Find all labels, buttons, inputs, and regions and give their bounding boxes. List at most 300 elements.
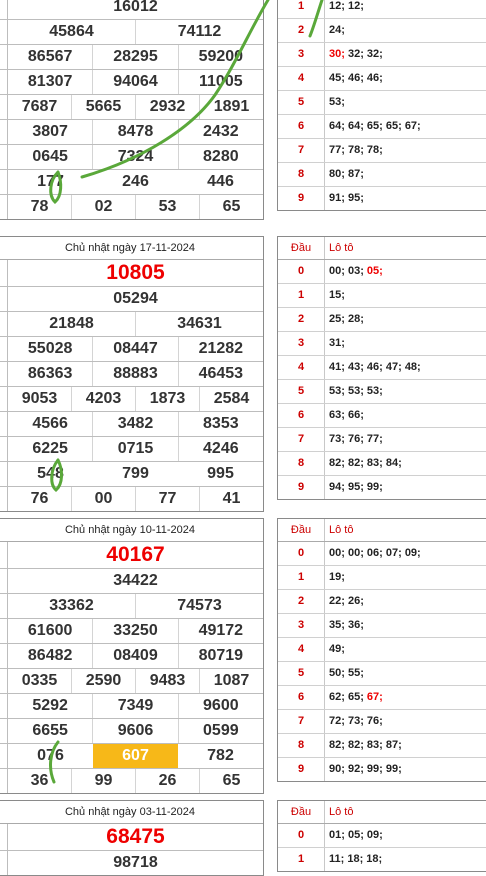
- prize-cells: [8, 487, 263, 511]
- loto-row: [278, 590, 486, 614]
- prize-cells: [8, 95, 263, 119]
- prize-number: 4566: [32, 415, 68, 432]
- prize-label: [0, 362, 8, 386]
- loto-row: [278, 824, 486, 848]
- prize-number: 1891: [199, 95, 263, 119]
- prize-number: 799: [122, 465, 149, 482]
- prize-number: 2432: [178, 120, 263, 144]
- prize-number: 94064: [92, 70, 177, 94]
- loto-values: [325, 19, 486, 42]
- loto-value: 64; 64; 65; 65; 67;: [329, 120, 421, 132]
- loto-row: [278, 476, 486, 499]
- prize-label: [0, 719, 8, 743]
- draw-date: Chủ nhật ngày 10-11-2024: [0, 519, 263, 542]
- loto-table: [277, 800, 486, 872]
- loto-values: [325, 476, 486, 499]
- loto-values: [325, 710, 486, 733]
- prize-number: 65: [199, 195, 263, 219]
- prize-cells: [8, 70, 263, 94]
- prize-number: 55028: [27, 340, 73, 357]
- loto-row: [278, 19, 486, 43]
- loto-row: [278, 284, 486, 308]
- prize-row: [0, 145, 263, 170]
- loto-values: [325, 848, 486, 871]
- prize-number: 59200: [178, 45, 263, 69]
- loto-values: [325, 824, 486, 847]
- prize-label: [0, 260, 8, 286]
- loto-value: 80; 87;: [329, 168, 364, 180]
- prize-cells: [8, 387, 263, 411]
- loto-value: 25; 28;: [329, 313, 364, 325]
- prize-number: 80719: [178, 644, 263, 668]
- prize-row: [0, 195, 263, 219]
- loto-head-digit: 3: [278, 614, 325, 637]
- prize-label: [0, 669, 8, 693]
- loto-head-digit: 4: [278, 356, 325, 379]
- prize-number: 5292: [32, 697, 68, 714]
- prize-number: 78: [30, 198, 49, 215]
- prize-row-special: [0, 824, 263, 851]
- prize-cells: [8, 542, 263, 568]
- prize-cells: [8, 744, 263, 768]
- loto-value: 67;: [363, 691, 383, 703]
- loto-head-digit: 4: [278, 67, 325, 90]
- loto-values: [325, 566, 486, 589]
- loto-value: 01; 05; 09;: [329, 829, 383, 841]
- prize-number: 8353: [178, 412, 263, 436]
- prize-number: 1873: [135, 387, 199, 411]
- loto-values: [325, 308, 486, 331]
- prize-row: [0, 769, 263, 793]
- prize-number: 81307: [27, 73, 73, 90]
- prize-cells: [8, 594, 263, 618]
- prize-number: 9600: [178, 694, 263, 718]
- loto-value: 72; 73; 76;: [329, 715, 383, 727]
- results-table: [0, 236, 264, 512]
- loto-row: [278, 566, 486, 590]
- prize-row: [0, 412, 263, 437]
- prize-cells: [8, 412, 263, 436]
- loto-head-digit: 2: [278, 19, 325, 42]
- loto-values: [325, 452, 486, 475]
- loto-value: 50; 55;: [329, 667, 364, 679]
- prize-number: 77: [135, 487, 199, 511]
- loto-value: 45; 46; 46;: [329, 72, 383, 84]
- loto-head-digit: 1: [278, 0, 325, 18]
- prize-label: [0, 694, 8, 718]
- prize-row: [0, 0, 263, 20]
- prize-number: 4246: [178, 437, 263, 461]
- loto-row: [278, 332, 486, 356]
- loto-value: 05;: [363, 265, 383, 277]
- loto-value: 82; 82; 83; 84;: [329, 457, 402, 469]
- prize-row: [0, 287, 263, 312]
- prize-number: 26: [135, 769, 199, 793]
- loto-value: 31;: [329, 337, 345, 349]
- loto-head-digit: 1: [278, 566, 325, 589]
- prize-cells: [8, 337, 263, 361]
- loto-row: [278, 260, 486, 284]
- prize-number: 05294: [113, 290, 158, 307]
- loto-table: [277, 0, 486, 211]
- prize-row: [0, 70, 263, 95]
- prize-number: 46453: [178, 362, 263, 386]
- prize-label: [0, 569, 8, 593]
- loto-value: 63; 66;: [329, 409, 364, 421]
- loto-head-digit: 8: [278, 734, 325, 757]
- loto-head-digit: 1: [278, 848, 325, 871]
- prize-number: 8478: [92, 120, 177, 144]
- loto-row: [278, 356, 486, 380]
- prize-row: [0, 669, 263, 694]
- prize-number: 7349: [92, 694, 177, 718]
- prize-cells: [8, 437, 263, 461]
- prize-number: 33250: [92, 619, 177, 643]
- loto-value: 73; 76; 77;: [329, 433, 383, 445]
- prize-cells: [8, 719, 263, 743]
- loto-values: [325, 284, 486, 307]
- prize-number: 86567: [27, 48, 73, 65]
- prize-number: 0645: [32, 148, 68, 165]
- prize-number: 7324: [92, 145, 177, 169]
- loto-value: 35; 36;: [329, 619, 364, 631]
- prize-row: [0, 95, 263, 120]
- loto-row: [278, 380, 486, 404]
- prize-label: [0, 287, 8, 311]
- loto-head-digit: 3: [278, 332, 325, 355]
- prize-label: [0, 851, 8, 875]
- prize-number: 782: [207, 747, 234, 764]
- loto-head-digit: 5: [278, 380, 325, 403]
- results-table: [0, 518, 264, 794]
- loto-values: [325, 332, 486, 355]
- prize-label: [0, 594, 8, 618]
- prize-label: [0, 437, 8, 461]
- loto-header: [278, 519, 486, 542]
- prize-number: 00: [71, 487, 135, 511]
- prize-number: 16012: [113, 0, 158, 15]
- prize-number: 11005: [178, 70, 263, 94]
- loto-value: 30;: [329, 48, 345, 60]
- loto-row: [278, 404, 486, 428]
- loto-row: [278, 67, 486, 91]
- prize-number: 3807: [32, 123, 68, 140]
- loto-head-digit: 8: [278, 452, 325, 475]
- prize-number: 9053: [21, 390, 58, 407]
- prize-row: [0, 387, 263, 412]
- loto-values: [325, 662, 486, 685]
- loto-head-digit: 6: [278, 686, 325, 709]
- prize-number: 9606: [92, 719, 177, 743]
- loto-row: [278, 139, 486, 163]
- loto-header-label: Lô tô: [329, 524, 354, 536]
- prize-label: [0, 644, 8, 668]
- prize-label: [0, 120, 8, 144]
- loto-header: [278, 237, 486, 260]
- loto-values: [325, 139, 486, 162]
- loto-row: [278, 662, 486, 686]
- loto-row: [278, 848, 486, 871]
- loto-values: [325, 163, 486, 186]
- prize-number: 74573: [135, 594, 263, 618]
- prize-number: 177: [37, 173, 64, 190]
- special-prize-number: 10805: [106, 261, 165, 284]
- prize-cells: [8, 312, 263, 336]
- prize-row: [0, 619, 263, 644]
- prize-cells: [8, 170, 263, 194]
- loto-value: 91; 95;: [329, 192, 364, 204]
- prize-row: [0, 437, 263, 462]
- loto-head-digit: 5: [278, 662, 325, 685]
- prize-cells: [8, 145, 263, 169]
- prize-number: 08447: [92, 337, 177, 361]
- loto-row: [278, 686, 486, 710]
- prize-number: 548: [37, 465, 64, 482]
- loto-value: 32; 32;: [344, 48, 383, 60]
- prize-label: [0, 0, 8, 19]
- loto-row: [278, 734, 486, 758]
- prize-number: 1087: [199, 669, 263, 693]
- prize-cells: [8, 769, 263, 793]
- prize-number: 7687: [21, 98, 58, 115]
- loto-value: 00; 03;: [329, 265, 364, 277]
- loto-head-digit: 3: [278, 43, 325, 66]
- special-prize-number: 40167: [106, 543, 165, 566]
- prize-number: 2584: [199, 387, 263, 411]
- loto-row: [278, 91, 486, 115]
- loto-row: [278, 710, 486, 734]
- prize-cells: [8, 619, 263, 643]
- prize-cells: [8, 851, 263, 875]
- loto-head-digit: 0: [278, 260, 325, 283]
- prize-number: 0335: [21, 672, 58, 689]
- prize-row: [0, 744, 263, 769]
- loto-values: [325, 614, 486, 637]
- prize-label: [0, 542, 8, 568]
- loto-row: [278, 43, 486, 67]
- prize-label: [0, 95, 8, 119]
- loto-values: [325, 187, 486, 210]
- loto-value: 82; 82; 83; 87;: [329, 739, 402, 751]
- prize-row-special: [0, 260, 263, 287]
- prize-row: [0, 462, 263, 487]
- prize-row-special: [0, 542, 263, 569]
- prize-cells: [8, 644, 263, 668]
- loto-values: [325, 734, 486, 757]
- loto-value: 24;: [329, 24, 345, 36]
- prize-label: [0, 195, 8, 219]
- prize-label: [0, 412, 8, 436]
- prize-number: 21848: [49, 315, 94, 332]
- loto-table: [277, 518, 486, 782]
- prize-number: 4203: [71, 387, 135, 411]
- results-table: [0, 0, 264, 220]
- prize-cells: [8, 120, 263, 144]
- prize-cells: [8, 0, 263, 19]
- prize-row: [0, 644, 263, 669]
- prize-row: [0, 120, 263, 145]
- loto-head-digit: 9: [278, 758, 325, 781]
- prize-number: 02: [71, 195, 135, 219]
- prize-number: 28295: [92, 45, 177, 69]
- loto-values: [325, 404, 486, 427]
- prize-number: 995: [207, 465, 234, 482]
- loto-head-digit: 4: [278, 638, 325, 661]
- loto-row: [278, 428, 486, 452]
- loto-head-digit: 6: [278, 115, 325, 138]
- prize-cells: [8, 20, 263, 44]
- loto-row: [278, 614, 486, 638]
- prize-number: 21282: [178, 337, 263, 361]
- loto-row: [278, 452, 486, 476]
- prize-number: 33362: [49, 597, 94, 614]
- loto-value: 19;: [329, 571, 345, 583]
- loto-values: [325, 758, 486, 781]
- prize-label: [0, 337, 8, 361]
- prize-label: [0, 20, 8, 44]
- prize-cells: [8, 260, 263, 286]
- prize-cells: [8, 569, 263, 593]
- loto-row: [278, 163, 486, 187]
- loto-head-digit: 5: [278, 91, 325, 114]
- prize-label: [0, 312, 8, 336]
- loto-values: [325, 428, 486, 451]
- loto-values: [325, 67, 486, 90]
- prize-number: 76: [30, 490, 49, 507]
- loto-value: 62; 65;: [329, 691, 364, 703]
- loto-row: [278, 115, 486, 139]
- prize-row: [0, 170, 263, 195]
- loto-values: [325, 542, 486, 565]
- special-prize-number: 68475: [106, 825, 165, 848]
- prize-number: 08409: [92, 644, 177, 668]
- prize-number: 65: [199, 769, 263, 793]
- loto-head-digit: 8: [278, 163, 325, 186]
- prize-cells: [8, 287, 263, 311]
- prize-number: 6655: [32, 722, 68, 739]
- prize-label: [0, 824, 8, 850]
- prize-cells: [8, 45, 263, 69]
- loto-value: 90; 92; 99; 99;: [329, 763, 402, 775]
- prize-row: [0, 312, 263, 337]
- dau-header: Đầu: [278, 801, 325, 823]
- prize-number: 0599: [178, 719, 263, 743]
- loto-head-digit: 1: [278, 284, 325, 307]
- prize-number: 2932: [135, 95, 199, 119]
- loto-head-digit: 7: [278, 428, 325, 451]
- prize-number: 3482: [92, 412, 177, 436]
- prize-number: 6225: [32, 440, 68, 457]
- prize-number: 446: [207, 173, 234, 190]
- loto-value: 77; 78; 78;: [329, 144, 383, 156]
- prize-number: 53: [135, 195, 199, 219]
- loto-values: [325, 0, 486, 18]
- prize-cells: [8, 362, 263, 386]
- prize-number: 45864: [49, 23, 94, 40]
- loto-value: 15;: [329, 289, 345, 301]
- prize-number: 8280: [178, 145, 263, 169]
- loto-head-digit: 0: [278, 824, 325, 847]
- prize-number: 36: [30, 772, 49, 789]
- loto-row: [278, 308, 486, 332]
- prize-number: 5665: [71, 95, 135, 119]
- loto-values: [325, 115, 486, 138]
- prize-row: [0, 362, 263, 387]
- prize-row: [0, 851, 263, 875]
- loto-row: [278, 187, 486, 210]
- loto-values: [325, 590, 486, 613]
- prize-row: [0, 719, 263, 744]
- loto-head-digit: 7: [278, 710, 325, 733]
- loto-value: 94; 95; 99;: [329, 481, 383, 493]
- loto-row: [278, 542, 486, 566]
- prize-label: [0, 170, 8, 194]
- prize-row: [0, 594, 263, 619]
- loto-head-digit: 9: [278, 187, 325, 210]
- loto-header-label: Lô tô: [329, 806, 354, 818]
- prize-number: 2590: [71, 669, 135, 693]
- loto-values: [325, 260, 486, 283]
- prize-number: 34422: [113, 572, 158, 589]
- loto-table: [277, 236, 486, 500]
- loto-value: 41; 43; 46; 47; 48;: [329, 361, 421, 373]
- loto-head-digit: 9: [278, 476, 325, 499]
- loto-value: 22; 26;: [329, 595, 364, 607]
- prize-label: [0, 769, 8, 793]
- prize-row: [0, 337, 263, 362]
- prize-label: [0, 619, 8, 643]
- prize-label: [0, 387, 8, 411]
- prize-label: [0, 462, 8, 486]
- loto-row: [278, 758, 486, 781]
- prize-number: 61600: [27, 622, 73, 639]
- prize-row: [0, 487, 263, 511]
- prize-number: 99: [71, 769, 135, 793]
- prize-cells: [8, 694, 263, 718]
- dau-header: Đầu: [278, 237, 325, 259]
- prize-number: 74112: [135, 20, 263, 44]
- prize-cells: [8, 824, 263, 850]
- prize-cells: [8, 669, 263, 693]
- loto-head-digit: 7: [278, 139, 325, 162]
- loto-row: [278, 0, 486, 19]
- loto-values: [325, 638, 486, 661]
- loto-values: [325, 91, 486, 114]
- draw-date: Chủ nhật ngày 03-11-2024: [0, 801, 263, 824]
- loto-value: 49;: [329, 643, 345, 655]
- prize-label: [0, 70, 8, 94]
- loto-row: [278, 638, 486, 662]
- prize-label: [0, 744, 8, 768]
- prize-number: 9483: [135, 669, 199, 693]
- loto-value: 00; 00; 06; 07; 09;: [329, 547, 421, 559]
- prize-label: [0, 145, 8, 169]
- prize-number: 98718: [113, 854, 158, 871]
- prize-number: 0715: [92, 437, 177, 461]
- prize-number: 246: [122, 173, 149, 190]
- loto-value: 53; 53; 53;: [329, 385, 383, 397]
- prize-label: [0, 45, 8, 69]
- prize-row: [0, 20, 263, 45]
- loto-header: [278, 801, 486, 824]
- loto-values: [325, 686, 486, 709]
- loto-header-label: Lô tô: [329, 242, 354, 254]
- prize-number: 88883: [92, 362, 177, 386]
- loto-values: [325, 356, 486, 379]
- prize-label: [0, 487, 8, 511]
- loto-value: 11; 18; 18;: [329, 853, 383, 865]
- dau-header: Đầu: [278, 519, 325, 541]
